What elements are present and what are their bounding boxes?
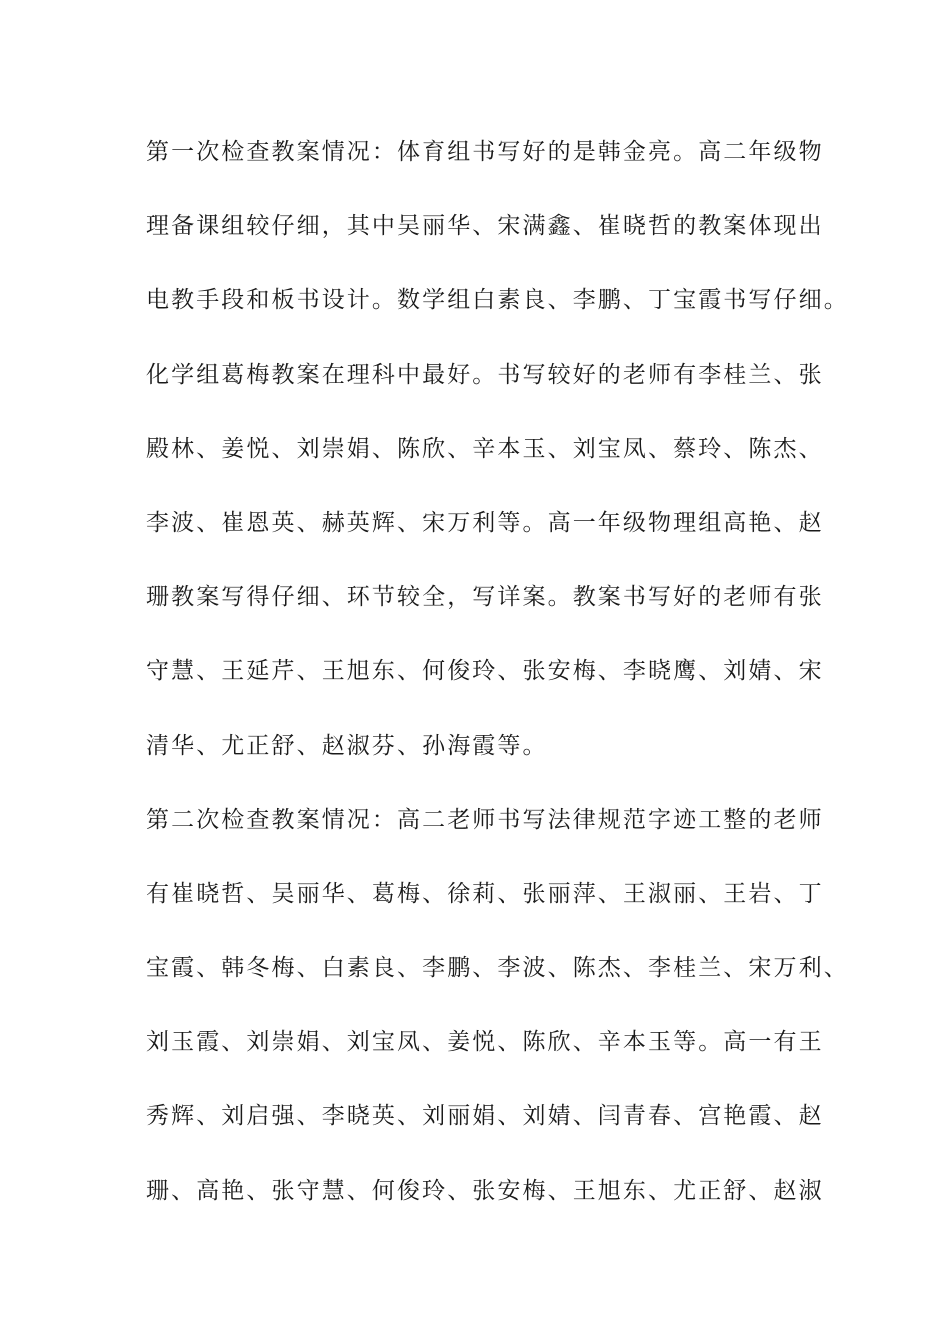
text-line-11: 有崔晓哲、吴丽华、葛梅、徐莉、张丽萍、王淑丽、王岩、丁 [146,880,824,907]
text-line-10: 第二次检查教案情况：高二老师书写法律规范字迹工整的老师 [146,806,824,833]
text-line-2: 理备课组较仔细，其中吴丽华、宋满鑫、崔晓哲的教案体现出 [146,213,824,240]
text-line-12: 宝霞、韩冬梅、白素良、李鹏、李波、陈杰、李桂兰、宋万利、 [146,955,849,982]
text-line-7: 珊教案写得仔细、环节较全，写详案。教案书写好的老师有张 [146,584,824,611]
text-line-4: 化学组葛梅教案在理科中最好。书写较好的老师有李桂兰、张 [146,361,824,388]
text-line-1: 第一次检查教案情况：体育组书写好的是韩金亮。高二年级物 [146,139,824,165]
text-line-15: 珊、高艳、张守慧、何俊玲、张安梅、王旭东、尤正舒、赵淑 [146,1177,824,1204]
text-line-6: 李波、崔恩英、赫英辉、宋万利等。高一年级物理组高艳、赵 [146,509,824,536]
body-text [146,128,849,1241]
text-line-3: 电教手段和板书设计。数学组白素良、李鹏、丁宝霞书写仔细。 [146,287,849,314]
text-line-14: 秀辉、刘启强、李晓英、刘丽娟、刘婧、闫青春、宫艳霞、赵 [146,1103,824,1130]
text-line-8: 守慧、王延芹、王旭东、何俊玲、张安梅、李晓鹰、刘婧、宋 [146,658,824,685]
text-line-5: 殿林、姜悦、刘崇娟、陈欣、辛本玉、刘宝凤、蔡玲、陈杰、 [146,435,824,462]
text-line-13: 刘玉霞、刘崇娟、刘宝凤、姜悦、陈欣、辛本玉等。高一有王 [146,1029,824,1056]
text-line-9: 清华、尤正舒、赵淑芬、孙海霞等。 [146,732,548,759]
